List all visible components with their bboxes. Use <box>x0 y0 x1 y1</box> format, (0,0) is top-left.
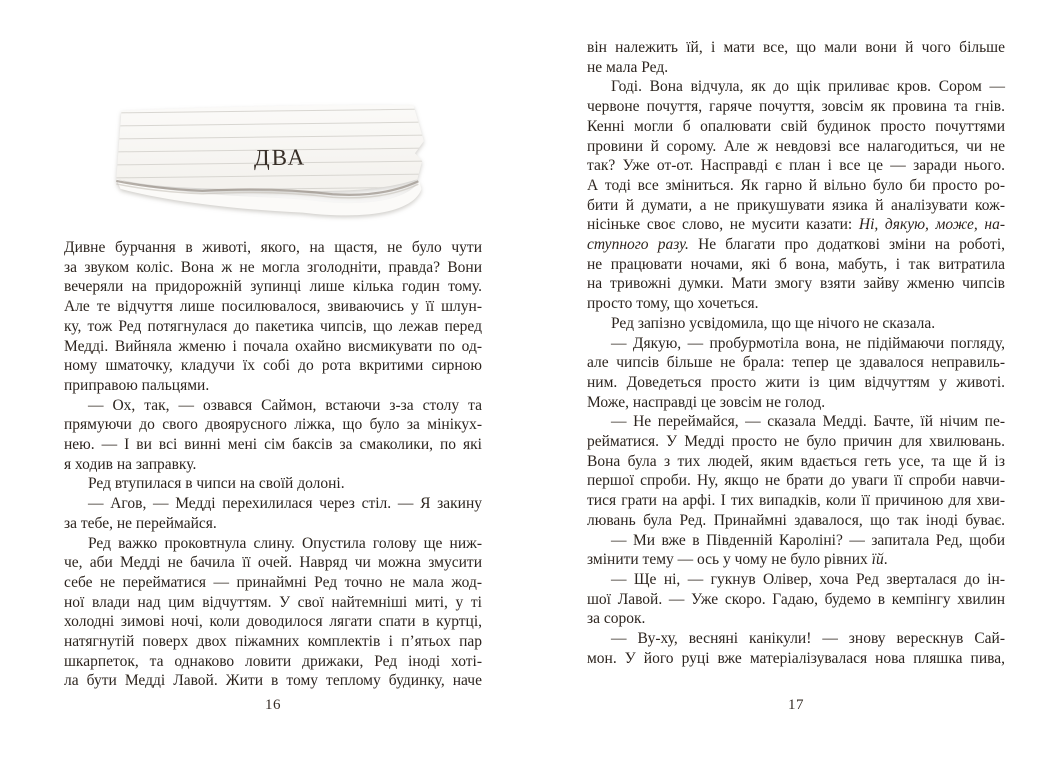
text-line: шкарпеток, та однаково ловити дрижаки, Ред іноді хоті- <box>64 652 482 670</box>
text-line: я ходив на заправку. <box>64 455 197 473</box>
text-line: тися грати на арфі. І тих випадків, коли її причиною для хви- <box>587 492 1005 510</box>
text-line: А тоді все зміниться. Як гарно й вільно було би просто ро- <box>587 176 1005 194</box>
paragraph <box>587 629 1005 668</box>
text-line: нею. — І ви всі винні мені сім баксів за смаколики, по які <box>64 436 482 454</box>
paragraph <box>64 494 482 533</box>
text-line: себе не перейматися — принаймні Ред точно не мала жод- <box>64 573 482 591</box>
paragraph <box>64 534 482 692</box>
text-line: ку, тож Ред потягнулася до пакетика чипсів, що лежав перед <box>64 317 482 335</box>
paragraph <box>64 396 482 475</box>
text-line: провини й сорому. Але ж невдовзі все налагодиться, чи не <box>587 137 1005 155</box>
text-line: Вона була з тих людей, яким вдається геть усе, та ще й із <box>587 452 1005 470</box>
text-line: Годі. Вона відчула, як до щік приливає кров. Сором — <box>611 78 1005 96</box>
page-right <box>587 0 1005 761</box>
text-line: червоне почуття, гаряче почуття, зовсім як провина та гнів. <box>587 98 1005 116</box>
text-line: ної влади над цим відчуттям. У свої найтемніші миті, у ті <box>64 593 482 611</box>
text-line: нісіньке своє слово, не мусити казати: Ні, дякую, може, на- <box>587 216 1005 234</box>
text-line: не мала Ред. <box>587 58 669 76</box>
left-text-block <box>64 238 482 691</box>
paragraph <box>64 238 482 396</box>
paragraph <box>587 570 1005 629</box>
text-line: Дивне бурчання в животі, якого, на щастя, не було чути <box>64 239 482 256</box>
page-number-left: 16 <box>265 697 281 713</box>
text-line: за тебе, не переймайся. <box>64 514 217 532</box>
paragraph <box>587 77 1005 313</box>
text-line: — Дякую, — пробурмотіла вона, не підіймаючи погляду, <box>611 334 1005 352</box>
text-line: ним. Доведеться просто жити із цим відчуттям у животі. <box>587 373 1005 391</box>
text-line: вечеряли на придорожній зупинці лише кілька годин тому. <box>64 278 482 296</box>
text-line: ному шматочку, кладучи їх собі до рота вкритими сирною <box>64 357 482 375</box>
text-line: Може, насправді це зовсім не голод. <box>587 393 826 411</box>
text-line: бити й думати, а не прикушувати язика й аналізувати кож- <box>587 196 1005 214</box>
paragraph <box>587 412 1005 530</box>
text-line: за сорок. <box>587 610 646 628</box>
text-line: змінити тему — ось у чому не було рівних їй. <box>587 551 888 569</box>
text-line: Ред втупилася в чипси на своїй долоні. <box>88 475 345 493</box>
text-line: — Ох, так, — озвався Саймон, встаючи з-за столу та <box>88 396 482 414</box>
text-line: першої спроби. Ну, якщо не брати до уваги її спроби навчи- <box>587 472 1005 490</box>
chapter-title: ДВА <box>253 144 307 171</box>
chapter-header-paper <box>112 103 434 239</box>
text-line: мон. У його руці вже матеріалізувалася нова пляшка пива, <box>587 649 1005 667</box>
text-line: але чипсів більше не брала: тепер це здавалося неправиль- <box>587 354 1005 372</box>
text-line: прямуючи до свого двоярусного ліжка, що було за мінікух- <box>64 416 482 434</box>
text-line: не працювати ночами, які б вона, мабуть, і так витратила <box>587 255 1005 273</box>
text-line: Кенні могли б опалювати свій будинок просто почуттями <box>587 117 1005 135</box>
text-line: че, аби Медді не бачила її очей. Навряд чи можна змусити <box>64 554 482 572</box>
text-line: він належить їй, і мати все, що мали вони й чого більше <box>587 39 1005 56</box>
text-line: приправою пальцями. <box>64 376 210 394</box>
text-line: Але те відчуття лише посилювалося, звиваючись у її шлун- <box>64 298 482 316</box>
text-line: Ред важко проковтнула слину. Опустила голову ще ниж- <box>88 534 482 552</box>
text-line: просто тому, що хочеться. <box>587 295 759 313</box>
text-line: так? Уже от-от. Насправді є план і все це — заради нього. <box>587 157 1005 175</box>
text-line: натягнутій поверх двох піжамних комплектів і п’ятьох пар <box>64 633 482 651</box>
text-line: — Агов, — Медді перехилилася через стіл. — Я закину <box>88 495 482 513</box>
page-left <box>64 0 482 761</box>
text-line: на тривожні думки. Мати змогу взяти зайву жменю чипсів <box>587 275 1005 293</box>
paragraph <box>587 314 1005 334</box>
text-line: — Ще ні, — гукнув Олівер, хоча Ред зверталася до ін- <box>611 570 1005 588</box>
text-line: — Ву-ху, весняні канікули! — знову верескнув Сай- <box>611 630 1005 648</box>
text-line: холодні зимові ночі, коли доводилося лягати спати в куртці, <box>64 613 482 631</box>
paragraph <box>587 334 1005 413</box>
page-number-right: 17 <box>788 697 804 713</box>
text-line: Медді. Вийняла жменю і почала охайно висмикувати по од- <box>64 337 482 355</box>
text-line: ла бути Медді Лавой. Жити в тому теплому будинку, наче <box>64 672 482 690</box>
text-line: за звуком коліс. Вона ж не могла зголодніти, правда? Вони <box>64 258 482 276</box>
paragraph <box>587 38 1005 77</box>
text-line: шої Лавой. — Уже скоро. Гадаю, будемо в кемпінгу хвилин <box>587 590 1005 608</box>
text-line: ступного разу. Не благати про додаткові зміни на роботі, <box>587 236 1005 254</box>
text-line: — Не переймайся, — сказала Медді. Бачте, їй нічим пе- <box>611 413 1005 431</box>
text-line: — Ми вже в Південній Кароліні? — запитала Ред, щоби <box>611 531 1005 549</box>
text-line: рейматися. У Медді просто не було причин для хвилювань. <box>587 433 1005 451</box>
paragraph <box>587 531 1005 570</box>
text-line: лювань була Ред. Принаймні здавалося, що так іноді буває. <box>587 511 1005 529</box>
right-text-block <box>587 38 1005 669</box>
paragraph <box>64 474 482 494</box>
text-line: Ред запізно усвідомила, що ще нічого не сказала. <box>611 314 936 332</box>
